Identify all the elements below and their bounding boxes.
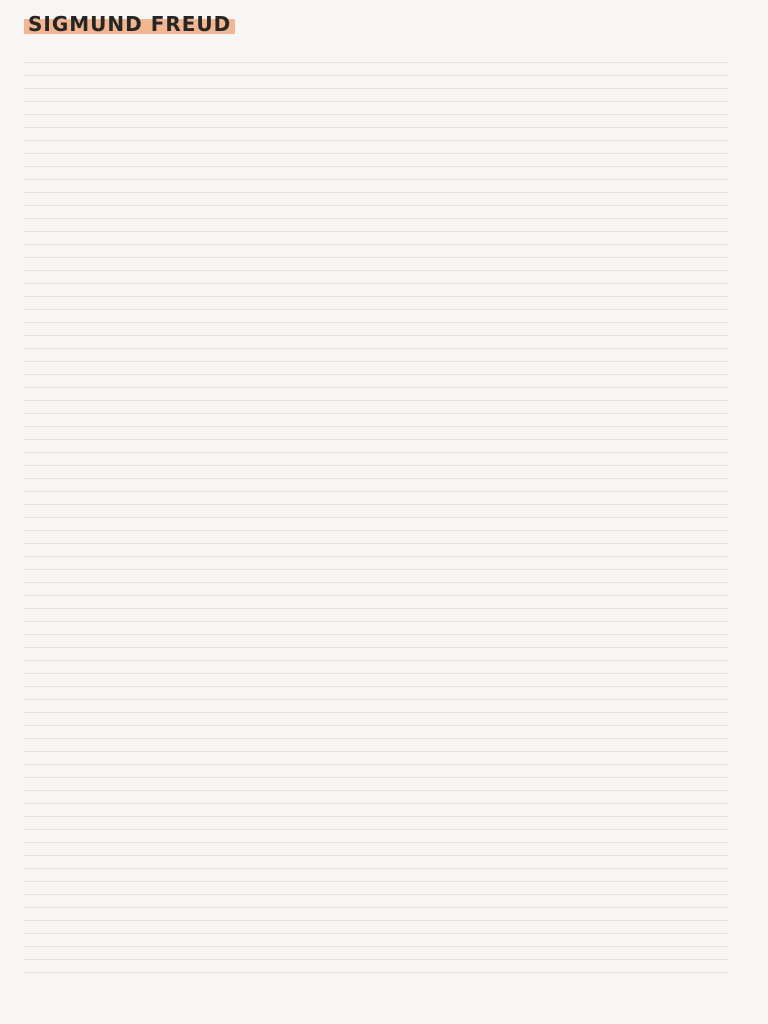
page-title [24, 12, 235, 36]
page-title-text: SIGMUND FREUD [24, 12, 235, 36]
ruled-lines [24, 50, 728, 984]
